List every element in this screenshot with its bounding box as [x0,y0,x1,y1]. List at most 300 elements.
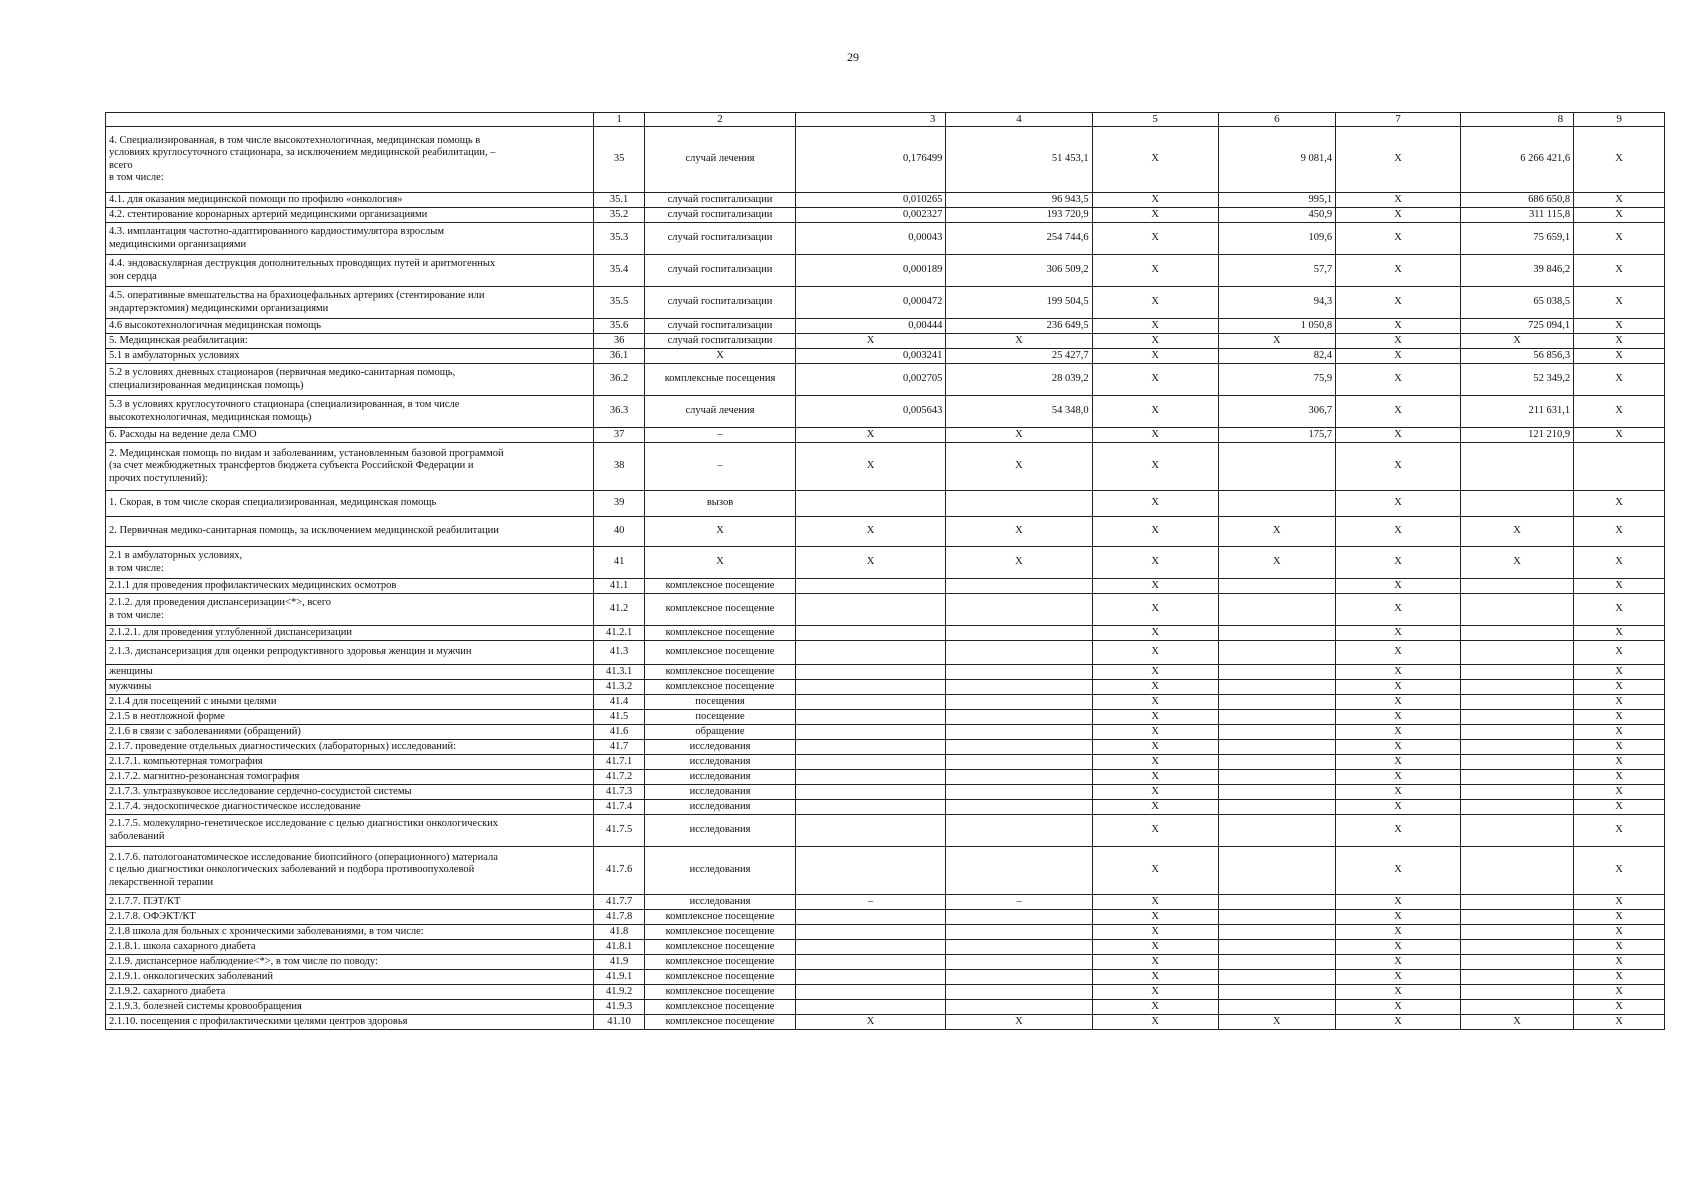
row-name-cell [106,680,594,695]
row-name-cell [106,725,594,740]
row-cell-7: X [1336,641,1461,665]
row-cell-4: 96 943,5 [946,193,1092,208]
row-name-text: мужчины [109,680,152,692]
row-cell-4 [946,695,1092,710]
table-row [106,910,1665,925]
row-cell-5: X [1092,579,1218,594]
table-row [106,319,1665,334]
table-row [106,626,1665,641]
column-header: 1 [593,113,644,127]
column-number-row [106,113,1665,127]
row-name-text: 4.6 высокотехнологичная медицинская помощь [109,319,322,331]
table-row [106,680,1665,695]
row-cell-8 [1460,740,1573,755]
table-row [106,710,1665,725]
row-code-cell: 39 [593,491,644,517]
row-name-text: 2.1.6 в связи с заболеваниями (обращений) [109,725,301,737]
row-cell-6 [1218,785,1335,800]
row-cell-6: X [1218,547,1335,579]
row-name-text: 4.5. оперативные вмешательства на брахиоцефальных артериях (стентирование или эндартерэктомия) медицинскими организациями [109,290,485,314]
row-cell-4: X [946,1015,1092,1030]
row-name-cell [106,925,594,940]
row-name-cell [106,491,594,517]
row-cell-3 [795,770,946,785]
row-cell-8 [1460,815,1573,847]
row-unit-cell: случай госпитализации [645,223,796,255]
row-code-cell: 41.3 [593,641,644,665]
row-cell-6 [1218,800,1335,815]
row-cell-9: X [1574,641,1665,665]
row-cell-5: X [1092,364,1218,396]
row-unit-cell: комплексное посещение [645,641,796,665]
table-body [106,127,1665,1030]
row-cell-4: 254 744,6 [946,223,1092,255]
row-name-text: 2.1.7.4. эндоскопическое диагностическое исследование [109,800,361,812]
row-cell-5: X [1092,847,1218,895]
row-cell-7: X [1336,680,1461,695]
row-cell-4 [946,985,1092,1000]
row-cell-7: X [1336,955,1461,970]
row-unit-cell: комплексное посещение [645,1015,796,1030]
row-code-cell: 41.3.2 [593,680,644,695]
row-unit-cell: случай госпитализации [645,255,796,287]
row-code-cell: 41.1 [593,579,644,594]
table-row [106,970,1665,985]
row-unit-cell: исследования [645,847,796,895]
row-cell-6 [1218,491,1335,517]
table-row [106,815,1665,847]
row-cell-9: X [1574,364,1665,396]
row-cell-7: X [1336,800,1461,815]
row-cell-7: X [1336,1015,1461,1030]
row-name-text: 5.1 в амбулаторных условиях [109,349,240,361]
row-name-text: 4. Специализированная, в том числе высокотехнологичная, медицинская помощь в условиях круглосуточного стационара, за исключением медицинской реабилитации, – всего в том числе: [109,134,496,183]
row-cell-5: X [1092,710,1218,725]
row-cell-5: X [1092,1000,1218,1015]
table-row [106,641,1665,665]
row-cell-3 [795,641,946,665]
row-cell-6 [1218,626,1335,641]
row-cell-8 [1460,895,1573,910]
row-cell-5: X [1092,740,1218,755]
row-cell-4 [946,970,1092,985]
row-unit-cell: случай лечения [645,127,796,193]
row-cell-8 [1460,847,1573,895]
row-cell-4 [946,740,1092,755]
row-cell-7: X [1336,127,1461,193]
row-cell-9: X [1574,940,1665,955]
row-cell-5: X [1092,785,1218,800]
row-cell-5: X [1092,223,1218,255]
row-unit-cell: исследования [645,755,796,770]
table-row [106,665,1665,680]
row-cell-9: X [1574,127,1665,193]
row-name-cell [106,985,594,1000]
row-name-text: 2.1.4 для посещений с иными целями [109,695,277,707]
table-row [106,847,1665,895]
row-cell-5: X [1092,594,1218,626]
table-row [106,428,1665,443]
row-unit-cell: – [645,428,796,443]
row-cell-7: X [1336,547,1461,579]
row-name-cell [106,895,594,910]
row-code-cell: 40 [593,517,644,547]
row-cell-7: X [1336,491,1461,517]
row-code-cell: 41.7.3 [593,785,644,800]
row-cell-4: – [946,895,1092,910]
row-cell-6: 9 081,4 [1218,127,1335,193]
row-name-text: 2.1.7.3. ультразвуковое исследование сердечно-сосудистой системы [109,785,412,797]
row-cell-8 [1460,1000,1573,1015]
row-cell-6 [1218,985,1335,1000]
row-cell-3: X [795,517,946,547]
row-cell-7: X [1336,223,1461,255]
column-header: 5 [1092,113,1218,127]
row-code-cell: 41.7 [593,740,644,755]
row-cell-7: X [1336,193,1461,208]
row-name-cell [106,319,594,334]
row-cell-9: X [1574,970,1665,985]
row-cell-6 [1218,970,1335,985]
row-name-text: 2.1.9.2. сахарного диабета [109,985,226,997]
row-cell-3: 0,002705 [795,364,946,396]
row-cell-7: X [1336,925,1461,940]
row-code-cell: 41.7.7 [593,895,644,910]
row-code-cell: 41.10 [593,1015,644,1030]
row-unit-cell: комплексное посещение [645,665,796,680]
row-cell-8 [1460,985,1573,1000]
row-cell-5: X [1092,491,1218,517]
table-row [106,255,1665,287]
row-cell-4: X [946,428,1092,443]
table-row [106,594,1665,626]
row-name-cell [106,1015,594,1030]
table-row [106,785,1665,800]
row-name-cell [106,396,594,428]
row-name-text: 2.1.2.1. для проведения углубленной диспансеризации [109,626,352,638]
row-cell-6 [1218,955,1335,970]
row-name-cell [106,695,594,710]
row-cell-9: X [1574,255,1665,287]
row-code-cell: 35.1 [593,193,644,208]
row-cell-3 [795,740,946,755]
row-cell-7: X [1336,579,1461,594]
row-cell-3: 0,002327 [795,208,946,223]
table-row [106,770,1665,785]
row-cell-4 [946,641,1092,665]
row-name-text: 5.3 в условиях круглосуточного стационара (специализированная, в том числе высокотехнологичная, медицинская помощь) [109,399,460,423]
row-cell-5: X [1092,770,1218,785]
row-cell-6 [1218,665,1335,680]
row-cell-3: X [795,428,946,443]
row-unit-cell: комплексное посещение [645,925,796,940]
row-code-cell: 35.2 [593,208,644,223]
row-cell-4 [946,594,1092,626]
table-row [106,364,1665,396]
row-cell-9 [1574,443,1665,491]
table-row [106,740,1665,755]
row-cell-4: X [946,443,1092,491]
table-row [106,755,1665,770]
row-cell-7: X [1336,594,1461,626]
table-row [106,443,1665,491]
row-code-cell: 41 [593,547,644,579]
row-name-text: 2.1.7.5. молекулярно-генетическое исследование с целью диагностики онкологических заболеваний [109,818,499,842]
row-cell-7: X [1336,626,1461,641]
table-row [106,695,1665,710]
row-name-cell [106,334,594,349]
row-cell-8 [1460,491,1573,517]
table-row [106,223,1665,255]
row-name-cell [106,710,594,725]
row-cell-7: X [1336,443,1461,491]
row-cell-8: X [1460,517,1573,547]
row-cell-7: X [1336,847,1461,895]
row-cell-7: X [1336,364,1461,396]
row-cell-9: X [1574,193,1665,208]
row-cell-8 [1460,955,1573,970]
row-cell-6 [1218,695,1335,710]
row-cell-6 [1218,755,1335,770]
row-cell-9: X [1574,594,1665,626]
row-unit-cell: комплексное посещение [645,594,796,626]
row-cell-9: X [1574,985,1665,1000]
row-cell-7: X [1336,695,1461,710]
row-cell-7: X [1336,985,1461,1000]
row-cell-4 [946,710,1092,725]
table-row [106,349,1665,364]
row-name-text: 2.1.9.3. болезней системы кровообращения [109,1000,302,1012]
row-cell-9: X [1574,319,1665,334]
row-code-cell: 38 [593,443,644,491]
row-name-text: 2.1.9.1. онкологических заболеваний [109,970,274,982]
table-row [106,1000,1665,1015]
row-name-cell [106,287,594,319]
row-name-text: 1. Скорая, в том числе скорая специализированная, медицинская помощь [109,497,437,509]
row-unit-cell: комплексное посещение [645,985,796,1000]
row-code-cell: 41.4 [593,695,644,710]
row-name-cell [106,127,594,193]
row-name-text: 4.1. для оказания медицинской помощи по профилю «онкология» [109,193,403,205]
row-code-cell: 41.8.1 [593,940,644,955]
row-unit-cell: комплексное посещение [645,626,796,641]
row-cell-7: X [1336,770,1461,785]
table-row [106,1015,1665,1030]
row-cell-3 [795,1000,946,1015]
row-cell-9: X [1574,208,1665,223]
row-unit-cell: X [645,517,796,547]
row-cell-9: X [1574,710,1665,725]
row-cell-5: X [1092,725,1218,740]
row-cell-3 [795,579,946,594]
row-cell-7: X [1336,740,1461,755]
row-cell-3 [795,970,946,985]
row-cell-3 [795,847,946,895]
row-cell-7: X [1336,319,1461,334]
table-row [106,547,1665,579]
row-code-cell: 41.8 [593,925,644,940]
row-cell-7: X [1336,1000,1461,1015]
row-cell-5: X [1092,319,1218,334]
row-name-cell [106,428,594,443]
row-cell-8: 725 094,1 [1460,319,1573,334]
row-name-text: 2.1.7.2. магнитно-резонансная томография [109,770,300,782]
table-row [106,396,1665,428]
row-cell-6 [1218,895,1335,910]
row-cell-7: X [1336,725,1461,740]
table-row [106,800,1665,815]
row-cell-6 [1218,725,1335,740]
row-name-cell [106,970,594,985]
row-cell-5: X [1092,755,1218,770]
row-cell-3 [795,755,946,770]
row-cell-7: X [1336,396,1461,428]
row-cell-4 [946,800,1092,815]
row-name-text: 2.1.7.1. компьютерная томография [109,755,263,767]
row-cell-3 [795,785,946,800]
row-cell-4 [946,665,1092,680]
row-code-cell: 35.4 [593,255,644,287]
row-cell-6 [1218,641,1335,665]
data-table [105,112,1665,1030]
row-cell-5: X [1092,815,1218,847]
table-row [106,127,1665,193]
row-cell-3 [795,800,946,815]
row-cell-8 [1460,910,1573,925]
row-cell-6 [1218,925,1335,940]
row-cell-5: X [1092,641,1218,665]
row-cell-6: 109,6 [1218,223,1335,255]
row-cell-8 [1460,755,1573,770]
row-cell-4: 236 649,5 [946,319,1092,334]
row-cell-6: 75,9 [1218,364,1335,396]
row-name-text: 2. Первичная медико-санитарная помощь, за исключением медицинской реабилитации [109,525,499,537]
row-name-cell [106,847,594,895]
column-header [106,113,594,127]
table-header [106,113,1665,127]
row-cell-7: X [1336,428,1461,443]
row-cell-6 [1218,940,1335,955]
row-cell-3 [795,955,946,970]
row-unit-cell: комплексное посещение [645,970,796,985]
column-header: 7 [1336,113,1461,127]
row-name-cell [106,755,594,770]
row-cell-3: 0,000189 [795,255,946,287]
row-code-cell: 36.3 [593,396,644,428]
row-code-cell: 36.1 [593,349,644,364]
table-row [106,517,1665,547]
row-code-cell: 41.7.1 [593,755,644,770]
row-code-cell: 35.3 [593,223,644,255]
row-cell-8 [1460,443,1573,491]
row-cell-4 [946,770,1092,785]
row-cell-6: 94,3 [1218,287,1335,319]
row-cell-8: X [1460,547,1573,579]
row-cell-4 [946,940,1092,955]
row-cell-5: X [1092,680,1218,695]
row-cell-5: X [1092,287,1218,319]
row-unit-cell: случай госпитализации [645,208,796,223]
row-cell-6 [1218,680,1335,695]
row-name-text: 2.1.8 школа для больных с хроническими заболеваниями, в том числе: [109,925,424,937]
row-code-cell: 35.6 [593,319,644,334]
row-cell-7: X [1336,334,1461,349]
row-cell-6 [1218,740,1335,755]
row-cell-5: X [1092,443,1218,491]
row-cell-8: 686 650,8 [1460,193,1573,208]
row-name-cell [106,208,594,223]
row-cell-4 [946,847,1092,895]
row-cell-4 [946,785,1092,800]
row-name-cell [106,579,594,594]
column-header: 4 [946,113,1092,127]
row-cell-6 [1218,815,1335,847]
row-name-text: 4.2. стентирование коронарных артерий медицинскими организациями [109,208,428,220]
row-cell-6: 175,7 [1218,428,1335,443]
row-code-cell: 41.5 [593,710,644,725]
row-cell-3 [795,815,946,847]
row-cell-6: 1 050,8 [1218,319,1335,334]
row-cell-5: X [1092,626,1218,641]
row-unit-cell: комплексное посещение [645,579,796,594]
table-row [106,895,1665,910]
row-name-text: 4.4. эндоваскулярная деструкция дополнительных проводящих путей и аритмогенных зон сердца [109,258,496,282]
row-cell-8 [1460,725,1573,740]
row-name-text: 2.1.7.8. ОФЭКТ/КТ [109,910,196,922]
row-name-text: 2.1.9. диспансерное наблюдение<*>, в том числе по поводу: [109,955,378,967]
row-cell-7: X [1336,665,1461,680]
row-cell-8 [1460,579,1573,594]
table-row [106,955,1665,970]
row-cell-3: 0,003241 [795,349,946,364]
row-unit-cell: случай госпитализации [645,287,796,319]
row-cell-5: X [1092,1015,1218,1030]
row-name-text: 2.1.3. диспансеризация для оценки репродуктивного здоровья женщин и мужчин [109,646,472,658]
row-cell-3: X [795,547,946,579]
row-name-text: 5. Медицинская реабилитация: [109,334,248,346]
row-cell-9: X [1574,223,1665,255]
row-cell-7: X [1336,895,1461,910]
row-cell-4 [946,491,1092,517]
row-cell-7: X [1336,255,1461,287]
row-name-cell [106,443,594,491]
row-cell-5: X [1092,985,1218,1000]
table-row [106,491,1665,517]
row-cell-3: 0,00444 [795,319,946,334]
row-cell-7: X [1336,710,1461,725]
row-cell-9: X [1574,755,1665,770]
row-code-cell: 41.9.3 [593,1000,644,1015]
row-cell-6: X [1218,517,1335,547]
row-cell-5: X [1092,955,1218,970]
row-cell-4: X [946,547,1092,579]
row-cell-5: X [1092,895,1218,910]
row-cell-9: X [1574,680,1665,695]
row-cell-3 [795,626,946,641]
row-cell-9: X [1574,1015,1665,1030]
row-cell-6: 995,1 [1218,193,1335,208]
row-cell-8 [1460,594,1573,626]
row-cell-3 [795,680,946,695]
row-name-text: 2.1.2. для проведения диспансеризации<*>, всего в том числе: [109,597,332,621]
row-cell-5: X [1092,396,1218,428]
row-cell-6: X [1218,1015,1335,1030]
row-unit-cell: вызов [645,491,796,517]
row-unit-cell: случай госпитализации [645,334,796,349]
row-name-cell [106,800,594,815]
row-cell-6: 306,7 [1218,396,1335,428]
row-cell-4 [946,725,1092,740]
